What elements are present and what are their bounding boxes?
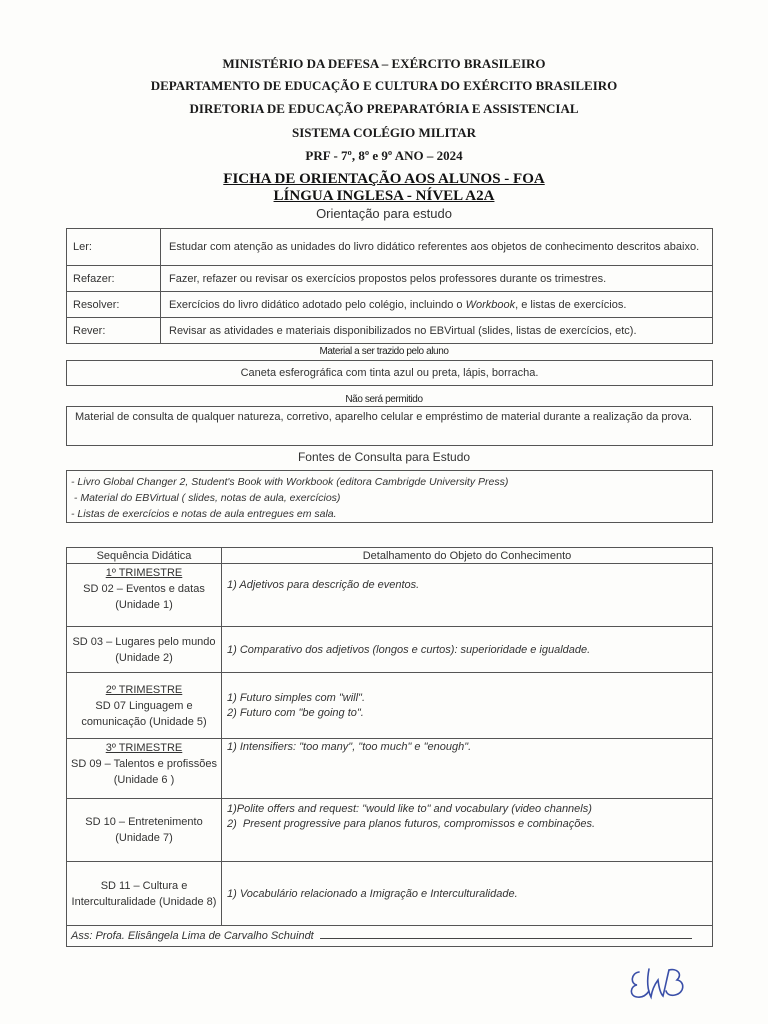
header-year: PRF - 7º, 8º e 9º ANO – 2024: [305, 148, 463, 163]
material-box: Caneta esferográfica com tinta azul ou preta, lápis, borracha.: [66, 360, 713, 386]
table-row: [67, 627, 713, 673]
detail-cell: [222, 627, 713, 673]
doc-subtitle: Orientação para estudo: [316, 206, 452, 221]
detail-line: 2) Futuro com "be going to".: [227, 706, 364, 719]
trimester-label: 3º TRIMESTRE: [105, 742, 183, 754]
forbidden-label: Não será permitido: [345, 394, 423, 405]
col-header-detail: Detalhamento do Objeto do Conhecimento: [222, 548, 713, 564]
source-item: - Material do EBVirtual ( slides, notas de aula, exercícios): [71, 492, 341, 504]
material-label: Material a ser trazido pelo aluno: [319, 346, 449, 357]
handwritten-initials-icon: [625, 964, 691, 1004]
detail-cell: [222, 862, 713, 926]
source-item: - Livro Global Changer 2, Student's Book with Workbook (editora Cambrigde University Press): [71, 476, 509, 488]
table-row: [67, 799, 713, 862]
orientation-row: [67, 318, 713, 344]
signature-row: [67, 926, 713, 947]
sequence-cell: [67, 739, 222, 799]
orientation-text: Revisar as atividades e materiais disponibilizados no EBVirtual (slides, listas de exercícios, etc).: [161, 318, 713, 344]
detail-cell: [222, 673, 713, 739]
orientation-label: Resolver:: [67, 292, 161, 318]
sources-box: [66, 470, 713, 523]
sequence-table: [66, 547, 713, 947]
sd-label: SD 09 – Talentos e profissões (Unidade 6 ): [71, 758, 217, 786]
signature-line: [320, 938, 692, 939]
orientation-text: [161, 292, 713, 318]
detail-line: 1) Futuro simples com "will".: [227, 691, 366, 704]
detail-line: 1) Intensifiers: "too many", "too much" e "enough".: [227, 741, 472, 753]
doc-title: FICHA DE ORIENTAÇÃO AOS ALUNOS - FOA: [223, 171, 545, 187]
detail-cell: [222, 739, 713, 799]
sequence-header-row: [67, 548, 713, 564]
table-row: [67, 862, 713, 926]
detail-cell: [222, 799, 713, 862]
trimester-label: 2º TRIMESTRE: [105, 683, 183, 696]
detail-line: 1) Adjetivos para descrição de eventos.: [227, 579, 420, 591]
orientation-label: Refazer:: [67, 266, 161, 292]
orientation-text-post: , e listas de exercícios.: [515, 298, 627, 311]
signature-label: Ass: Profa. Elisângela Lima de Carvalho Schuindt: [71, 930, 314, 942]
header-directorate: DIRETORIA DE EDUCAÇÃO PREPARATÓRIA E ASSISTENCIAL: [189, 101, 579, 116]
table-row: [67, 564, 713, 627]
sd-label: SD 11 – Cultura e Interculturalidade (Unidade 8): [71, 879, 217, 908]
orientation-label: Rever:: [67, 318, 161, 344]
detail-line: 1) Comparativo dos adjetivos (longos e curtos): superioridade e igualdade.: [227, 643, 591, 656]
orientation-row: [67, 266, 713, 292]
orientation-row: [67, 292, 713, 318]
sd-label: SD 02 – Eventos e datas (Unidade 1): [83, 583, 205, 611]
orientation-row: [67, 229, 713, 266]
sequence-cell: [67, 627, 222, 673]
orientation-table: [66, 228, 713, 344]
sources-label: Fontes de Consulta para Estudo: [297, 450, 471, 464]
table-row: [67, 739, 713, 799]
signature-cell: [67, 926, 713, 947]
orientation-label: Ler:: [67, 229, 161, 266]
detail-line: 2) Present progressive para planos futuros, compromissos e combinações.: [227, 818, 596, 830]
sd-label: SD 03 – Lugares pelo mundo (Unidade 2): [72, 635, 216, 664]
header-ministry: MINISTÉRIO DA DEFESA – EXÉRCITO BRASILEIRO: [222, 56, 546, 71]
sequence-cell: [67, 862, 222, 926]
sequence-cell: [67, 564, 222, 627]
header-system: SISTEMA COLÉGIO MILITAR: [292, 125, 476, 140]
trimester-label: 1º TRIMESTRE: [105, 567, 183, 579]
sd-label: SD 07 Linguagem e comunicação (Unidade 5): [81, 699, 207, 728]
header-department: DEPARTAMENTO DE EDUCAÇÃO E CULTURA DO EXÉRCITO BRASILEIRO: [150, 78, 618, 93]
table-row: [67, 673, 713, 739]
orientation-text: Estudar com atenção as unidades do livro didático referentes aos objetos de conhecimento descritos abaixo.: [161, 229, 713, 266]
doc-subject: LÍNGUA INGLESA - NÍVEL A2A: [273, 188, 495, 204]
detail-line: 1)Polite offers and request: "would like to" and vocabulary (video channels): [227, 803, 592, 815]
orientation-text-pre: Exercícios do livro didático adotado pelo colégio, incluindo o: [169, 298, 466, 311]
col-header-sequence: Sequência Didática: [67, 548, 222, 564]
source-item: - Listas de exercícios e notas de aula entregues em sala.: [71, 508, 337, 520]
detail-line: 1) Vocabulário relacionado a Imigração e Interculturalidade.: [227, 887, 518, 900]
sequence-cell: [67, 673, 222, 739]
sd-label: SD 10 – Entretenimento (Unidade 7): [85, 816, 203, 844]
sequence-cell: [67, 799, 222, 862]
detail-cell: [222, 564, 713, 627]
orientation-text-workbook: Workbook: [465, 298, 516, 311]
forbidden-box: Material de consulta de qualquer natureza, corretivo, aparelho celular e empréstimo de material durante a realização da prova.: [66, 406, 713, 446]
orientation-text: Fazer, refazer ou revisar os exercícios propostos pelos professores durante os trimestres.: [161, 266, 713, 292]
